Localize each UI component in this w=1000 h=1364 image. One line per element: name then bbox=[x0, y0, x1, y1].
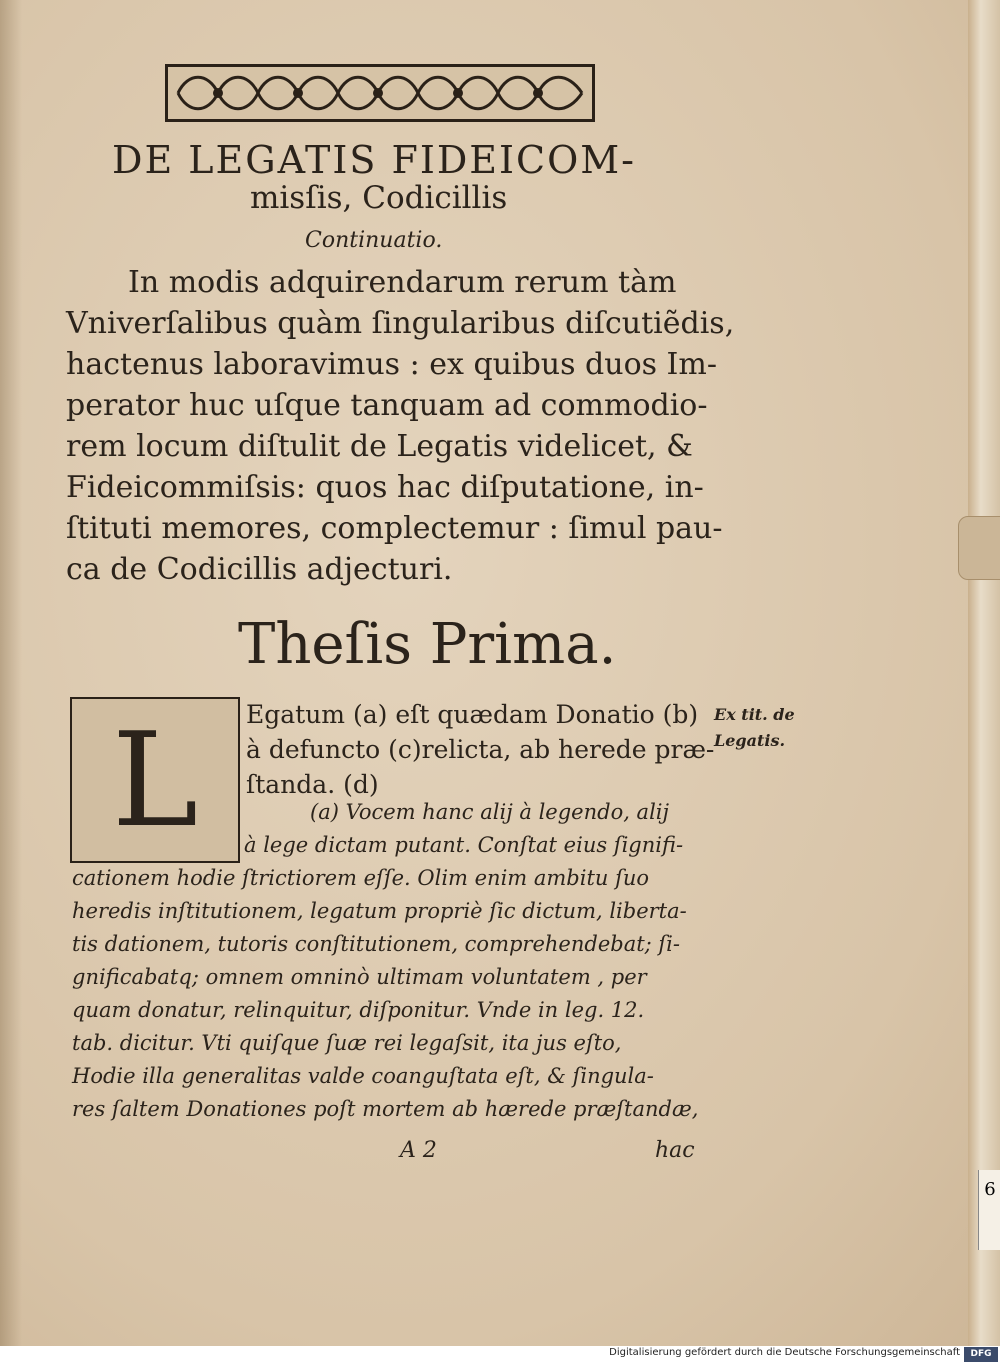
intro-line: hactenus laboravimus : ex quibus duos Im- bbox=[66, 347, 717, 382]
scale-ruler bbox=[978, 1170, 1000, 1250]
footer-credit: Digitalisierung gefördert durch die Deutsche Forschungsgemeinschaft bbox=[609, 1347, 960, 1358]
legatum-line: à defuncto (c)relicta, ab herede præ- bbox=[246, 735, 715, 764]
intro-line: perator huc uſque tanquam ad commodio- bbox=[66, 388, 708, 423]
note-line: res ſaltem Donationes poſt mortem ab hærede præſtandæ, bbox=[72, 1097, 699, 1121]
title-line-1: DE LEGATIS FIDEICOM- bbox=[112, 138, 637, 182]
note-line: quam donatur, relinquitur, diſponitur. Vnde in leg. 12. bbox=[72, 998, 645, 1022]
intro-line: In modis adquirendarum rerum tàm bbox=[128, 265, 677, 300]
note-line: Hodie illa generalitas valde coanguſtata eſt, & ſingula- bbox=[72, 1064, 654, 1088]
margin-note-line: Ex tit. de bbox=[714, 705, 795, 724]
decorated-initial: L bbox=[70, 697, 240, 863]
legatum-line: Egatum (a) eſt quædam Donatio (b) bbox=[246, 700, 699, 729]
signature-mark: A 2 bbox=[400, 1138, 437, 1163]
margin-note-line: Legatis. bbox=[714, 731, 786, 750]
intro-line: ca de Codicillis adjecturi. bbox=[66, 552, 453, 587]
intro-line: rem locum diſtulit de Legatis videlicet, & bbox=[66, 429, 693, 464]
note-line: heredis inſtitutionem, legatum propriè ſic dictum, liberta- bbox=[72, 899, 687, 923]
legatum-definition bbox=[246, 697, 716, 802]
intro-paragraph bbox=[66, 262, 735, 590]
continuatio-label: Continuatio. bbox=[305, 228, 443, 253]
note-line: tis dationem, tutoris conſtitutionem, comprehendebat; ſi- bbox=[72, 932, 680, 956]
intro-line: ſtituti memores, complectemur : ſimul pau- bbox=[66, 511, 723, 546]
margin-note bbox=[714, 702, 795, 754]
annotation-notes bbox=[72, 796, 720, 1126]
legatum-line: ſtanda. (d) bbox=[246, 770, 379, 799]
note-line: à lege dictam putant. Conſtat eius ſignifi- bbox=[244, 833, 684, 857]
intro-line: Fideicommiſsis: quos hac diſputatione, in- bbox=[66, 470, 704, 505]
note-line: tab. dicitur. Vti quiſque ſuæ rei legaſsit, ita jus eſto, bbox=[72, 1031, 622, 1055]
page-tab bbox=[958, 516, 1000, 580]
catchword: hac bbox=[655, 1138, 695, 1163]
headpiece-ornament bbox=[165, 64, 595, 122]
title-line-2: misſis, Codicillis bbox=[250, 180, 508, 216]
spine-shadow bbox=[0, 0, 22, 1346]
page-edge bbox=[968, 0, 1000, 1346]
ruler-label: 6 bbox=[984, 1179, 996, 1200]
thesis-heading: Theſis Prima. bbox=[238, 612, 617, 677]
note-line: gnificabatq; omnem omninò ultimam voluntatem , per bbox=[72, 965, 647, 989]
note-line: cationem hodie ſtrictiorem eſſe. Olim enim ambitu ſuo bbox=[72, 866, 650, 890]
footer-bar bbox=[0, 1346, 1000, 1364]
intro-line: Vniverſalibus quàm ſingularibus diſcutiẽdis, bbox=[66, 306, 735, 341]
note-line: (a) Vocem hanc alij à legendo, alij bbox=[310, 800, 670, 824]
dfg-logo: DFG bbox=[964, 1347, 998, 1362]
